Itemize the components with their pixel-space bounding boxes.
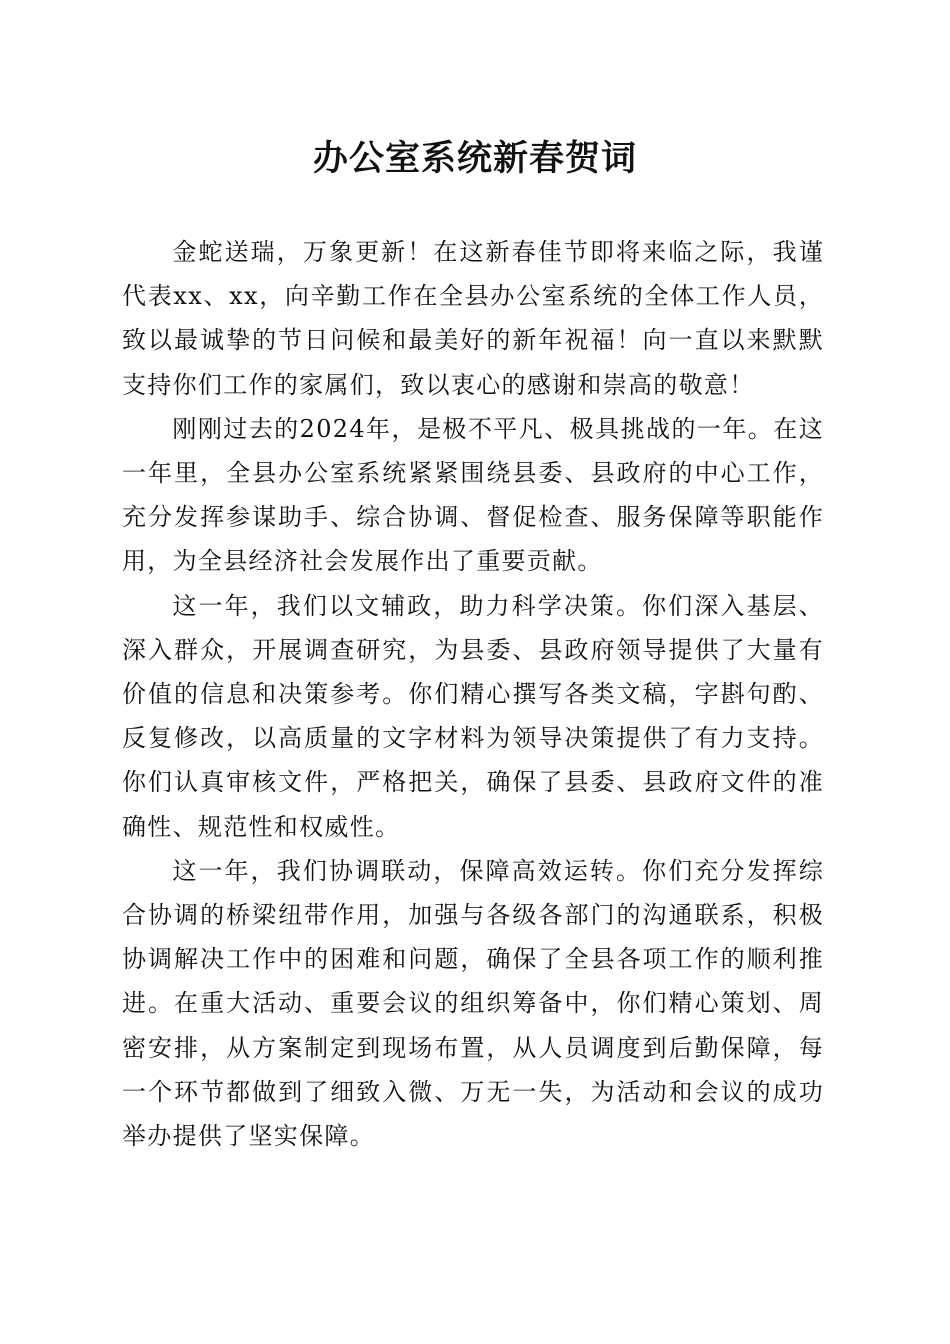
paragraph: 这一年，我们以文辅政，助力科学决策。你们深入基层、深入群众，开展调查研究，为县委、县政府领导提供了大量有价值的信息和决策参考。你们精心撰写各类文稿，字斟句酌、反复修改，以高质量的文字材料为领导决策提供了有力支持。你们认真审核文件，严格把关，确保了县委、县政府文件的准确性、规范性和权威性。	[122, 591, 824, 841]
document-title: 办公室系统新春贺词	[312, 138, 637, 179]
paragraph: 刚刚过去的2024年，是极不平凡、极具挑战的一年。在这一年里，全县办公室系统紧紧围绕县委、县政府的中心工作，充分发挥参谋助手、综合协调、督促检查、服务保障等职能作用，为全县经济社会发展作出了重要贡献。	[122, 414, 824, 576]
paragraph: 这一年，我们协调联动，保障高效运转。你们充分发挥综合协调的桥梁纽带作用，加强与各级各部门的沟通联系，积极协调解决工作中的困难和问题，确保了全县各项工作的顺利推进。在重大活动、重要会议的组织筹备中，你们精心策划、周密安排，从方案制定到现场布置，从人员调度到后勤保障，每一个环节都做到了细致入微、万无一失，为活动和会议的成功举办提供了坚实保障。	[122, 856, 824, 1151]
paragraph: 金蛇送瑞，万象更新！在这新春佳节即将来临之际，我谨代表xx、xx，向辛勤工作在全县办公室系统的全体工作人员，致以最诚挚的节日问候和最美好的新年祝福！向一直以来默默支持你们工作的家属们，致以衷心的感谢和崇高的敬意！	[122, 238, 824, 399]
document-body	[122, 230, 824, 1158]
